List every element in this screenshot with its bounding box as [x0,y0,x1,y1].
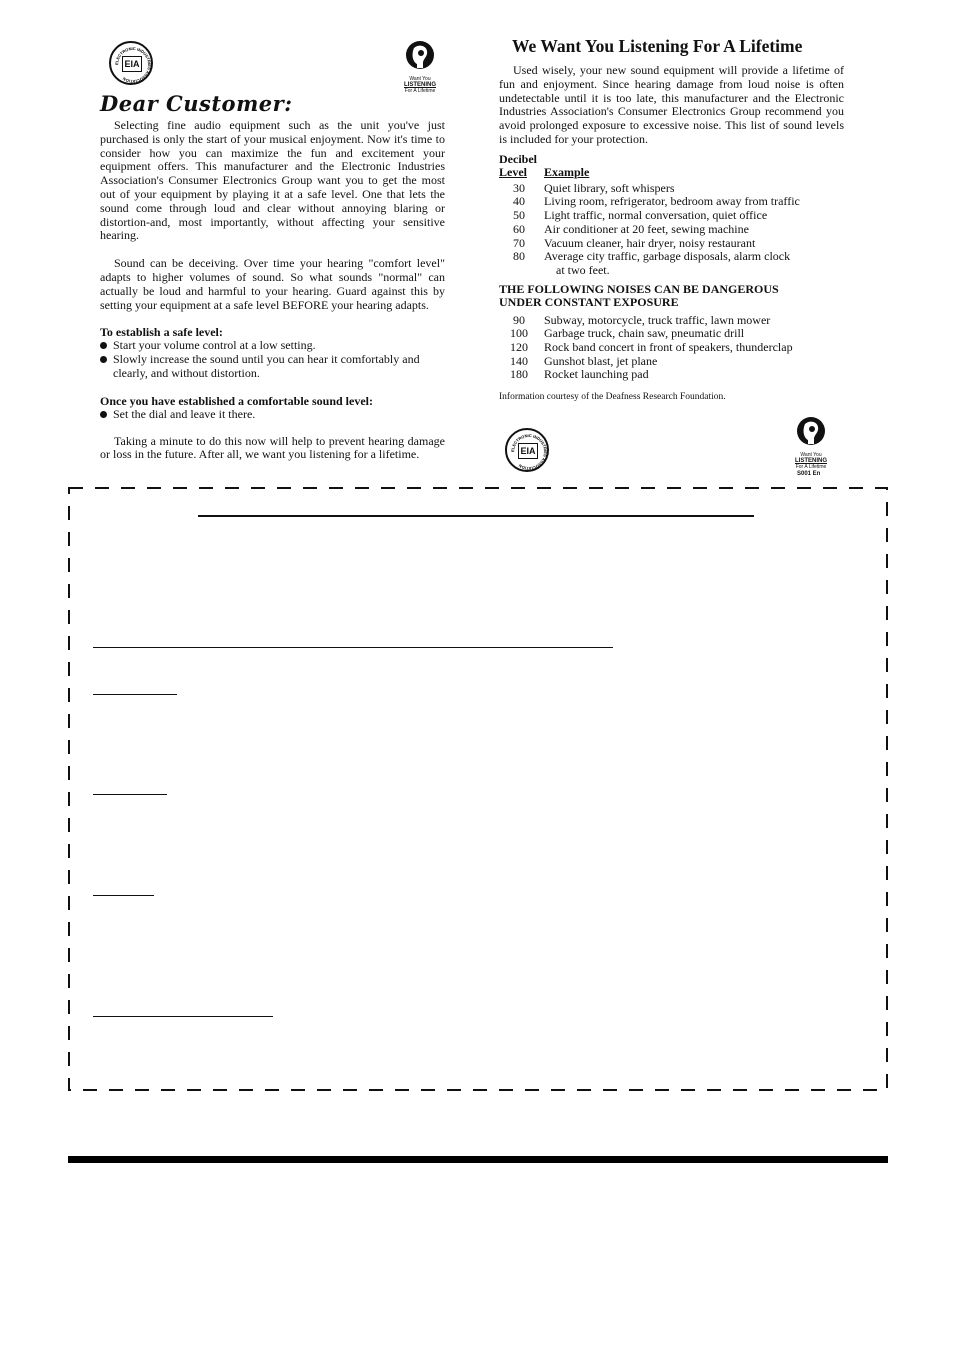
list-item: Slowly increase the sound until you can hear it comfortably and clearly, and without distortion. [100,353,445,381]
listening-logo-icon: Want You LISTENING For A Lifetime [400,40,440,96]
eia-seal-text: EIA [518,443,538,459]
table-row: 80 Average city traffic, garbage disposals, alarm clock [513,249,791,264]
decibel-header: Decibel [499,151,537,166]
blank-line [93,794,167,795]
table-row: 100 Garbage truck, chain saw, pneumatic drill [510,326,745,341]
blank-line [93,694,177,695]
deceiving-paragraph: Sound can be deceiving. Over time your hearing "comfort level" adapts to higher volumes of sound. So what sounds "normal" can actually be loud and harmful to your hearing. Guard against this by setting your equipment at a safe level BEFORE your hearing adapts. [100,256,445,312]
table-row: 30 Quiet library, soft whispers [513,180,675,195]
svg-text:ELECTRONIC INDUSTRIES ASSOCIAT: ELECTRONIC INDUSTRIES ASSOCIATION [113,45,153,85]
table-row: 180 Rocket launching pad [510,367,649,382]
table-row: 40 Living room, refrigerator, bedroom away from traffic [513,194,800,209]
table-header: Level Example [499,164,590,179]
list-item: Start your volume control at a low setting. [100,339,445,353]
table-row: 120 Rock band concert in front of speakers, thunderclap [510,339,793,354]
table-row-continuation: at two feet. [556,262,610,277]
courtesy-note: Information courtesy of the Deafness Research Foundation. [499,392,726,403]
listening-logo-icon: Want You LISTENING For A Lifetime [791,416,831,472]
blank-title-line [198,515,754,517]
blank-line [93,647,613,648]
comfort-level-heading: Once you have established a comfortable sound level: [100,393,373,408]
closing-paragraph: Taking a minute to do this now will help to prevent hearing damage or loss in the future. After all, we want you listening for a lifetime. [100,433,445,462]
table-row: 70 Vacuum cleaner, hair dryer, noisy restaurant [513,235,756,250]
letter-title: Dear Customer: [100,91,293,116]
table-row: 90 Subway, motorcycle, truck traffic, lawn mower [513,312,771,327]
svg-text:ELECTRONIC INDUSTRIES ASSOCIAT: ELECTRONIC INDUSTRIES ASSOCIATION [509,432,549,472]
table-row: 50 Light traffic, normal conversation, quiet office [513,208,768,223]
cutout-card [68,487,888,1091]
danger-heading: THE FOLLOWING NOISES CAN BE DANGEROUS UNDER CONSTANT EXPOSURE [499,281,779,310]
eia-seal-text: EIA [122,56,142,72]
safe-level-heading: To establish a safe level: [100,325,223,340]
footer-rule [68,1156,888,1163]
list-item: Set the dial and leave it there. [100,408,445,422]
table-row: 140 Gunshot blast, jet plane [510,353,658,368]
document-code: S001 En [797,471,821,477]
blank-line [93,1016,273,1017]
intro-paragraph: Selecting fine audio equipment such as the unit you've just purchased is only the start of your musical enjoyment. Now it's time to consider how you can maximize the fun and excitement your equipment offers. This manufacturer and the Electronic Industries Association's Consumer Electronics Group want you to get the most out of your equipment by playing it at a safe level. One that lets the sound come through loud and clear without annoying blaring or distortion-and, most importantly, without affecting your sensitive hearing. [100,118,445,243]
blank-line [93,895,154,896]
eia-seal-icon [505,428,549,472]
eia-seal-icon [109,41,153,85]
right-intro: Used wisely, your new sound equipment will provide a lifetime of fun and enjoyment. Since hearing damage from loud noise is often undetectable until it is too late, this manufacturer and the Electronic Industries Association's Consumer Electronics Group recommend you avoid prolonged exposure to excessive noise. This list of sound levels is included for your protection. [499,63,844,146]
right-title: We Want You Listening For A Lifetime [512,36,803,56]
table-row: 60 Air conditioner at 20 feet, sewing machine [513,221,749,236]
